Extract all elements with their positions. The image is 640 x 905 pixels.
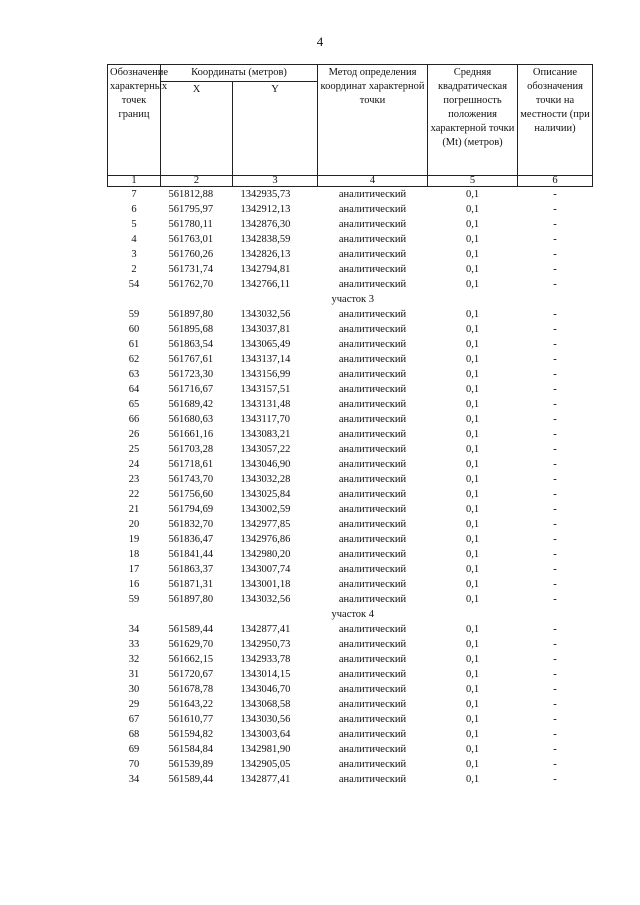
point-number-cell: 70 bbox=[128, 759, 140, 770]
error-cell: 0,1 bbox=[465, 279, 480, 290]
error-cell: 0,1 bbox=[465, 534, 480, 545]
x-coordinate-cell: 561720,67 bbox=[168, 669, 214, 680]
point-number-cell: 32 bbox=[128, 654, 140, 665]
point-number-cell: 25 bbox=[128, 444, 140, 455]
table-row bbox=[108, 307, 593, 322]
table-row bbox=[108, 367, 593, 382]
method-cell: аналитический bbox=[338, 684, 407, 695]
method-cell: аналитический bbox=[338, 399, 407, 410]
table-row bbox=[108, 652, 593, 667]
method-cell: аналитический bbox=[338, 459, 407, 470]
x-coordinate-cell: 561895,68 bbox=[168, 324, 214, 335]
column-number: 2 bbox=[161, 176, 233, 187]
table-row bbox=[108, 382, 593, 397]
method-cell: аналитический bbox=[338, 639, 407, 650]
point-number-cell: 63 bbox=[128, 369, 140, 380]
table-row bbox=[108, 547, 593, 562]
point-number-cell: 60 bbox=[128, 324, 140, 335]
description-cell: - bbox=[553, 279, 557, 290]
error-cell: 0,1 bbox=[465, 669, 480, 680]
error-cell: 0,1 bbox=[465, 204, 480, 215]
description-cell: - bbox=[553, 369, 557, 380]
table-row bbox=[108, 202, 593, 217]
point-number-cell: 67 bbox=[128, 714, 140, 725]
x-coordinate-cell: 561718,61 bbox=[168, 459, 214, 470]
description-cell: - bbox=[553, 624, 557, 635]
y-coordinate-cell: 1342950,73 bbox=[240, 639, 291, 650]
error-cell: 0,1 bbox=[465, 549, 480, 560]
error-cell: 0,1 bbox=[465, 774, 480, 785]
table-row bbox=[108, 412, 593, 427]
header-coordinates: Координаты (метров) bbox=[161, 65, 318, 82]
y-coordinate-cell: 1343157,51 bbox=[240, 384, 291, 395]
description-cell: - bbox=[553, 639, 557, 650]
description-cell: - bbox=[553, 249, 557, 260]
error-cell: 0,1 bbox=[465, 234, 480, 245]
section-spacer bbox=[108, 292, 318, 307]
section-label: участок 3 bbox=[331, 294, 375, 305]
header-mean-error: Средняя квадратическая погрешность положения характерной точки (Mt) (метров) bbox=[428, 65, 518, 176]
point-number-cell: 66 bbox=[128, 414, 140, 425]
x-coordinate-cell: 561610,77 bbox=[168, 714, 214, 725]
x-coordinate-cell: 561832,70 bbox=[168, 519, 214, 530]
error-cell: 0,1 bbox=[465, 564, 480, 575]
x-coordinate-cell: 561661,16 bbox=[168, 429, 214, 440]
point-number-cell: 68 bbox=[128, 729, 140, 740]
method-cell: аналитический bbox=[338, 219, 407, 230]
y-coordinate-cell: 1342977,85 bbox=[240, 519, 291, 530]
x-coordinate-cell: 561836,47 bbox=[168, 534, 214, 545]
table-row bbox=[108, 697, 593, 712]
error-cell: 0,1 bbox=[465, 729, 480, 740]
table-row bbox=[108, 397, 593, 412]
description-cell: - bbox=[553, 399, 557, 410]
error-cell: 0,1 bbox=[465, 369, 480, 380]
x-coordinate-cell: 561863,37 bbox=[168, 564, 214, 575]
table-row bbox=[108, 562, 593, 577]
error-cell: 0,1 bbox=[465, 504, 480, 515]
point-number-cell: 24 bbox=[128, 459, 140, 470]
error-cell: 0,1 bbox=[465, 324, 480, 335]
method-cell: аналитический bbox=[338, 234, 407, 245]
description-cell: - bbox=[553, 534, 557, 545]
x-coordinate-cell: 561763,01 bbox=[168, 234, 214, 245]
column-number: 1 bbox=[108, 176, 161, 187]
error-cell: 0,1 bbox=[465, 399, 480, 410]
table-row bbox=[108, 457, 593, 472]
method-cell: аналитический bbox=[338, 339, 407, 350]
point-number-cell: 20 bbox=[128, 519, 140, 530]
description-cell: - bbox=[553, 774, 557, 785]
x-coordinate-cell: 561539,89 bbox=[168, 759, 214, 770]
table-row bbox=[108, 322, 593, 337]
description-cell: - bbox=[553, 219, 557, 230]
method-cell: аналитический bbox=[338, 279, 407, 290]
method-cell: аналитический bbox=[338, 324, 407, 335]
table-row bbox=[108, 742, 593, 757]
method-cell: аналитический bbox=[338, 249, 407, 260]
method-cell: аналитический bbox=[338, 189, 407, 200]
table-row bbox=[108, 427, 593, 442]
x-coordinate-cell: 561589,44 bbox=[168, 774, 214, 785]
table-row bbox=[108, 757, 593, 772]
point-number-cell: 17 bbox=[128, 564, 140, 575]
table-row bbox=[108, 187, 593, 203]
table-row bbox=[108, 217, 593, 232]
method-cell: аналитический bbox=[338, 489, 407, 500]
method-cell: аналитический bbox=[338, 624, 407, 635]
method-cell: аналитический bbox=[338, 534, 407, 545]
point-number-cell: 22 bbox=[128, 489, 140, 500]
x-coordinate-cell: 561767,61 bbox=[168, 354, 214, 365]
table-row bbox=[108, 247, 593, 262]
table-row bbox=[108, 532, 593, 547]
y-coordinate-cell: 1342905,05 bbox=[240, 759, 291, 770]
x-coordinate-cell: 561760,26 bbox=[168, 249, 214, 260]
method-cell: аналитический bbox=[338, 354, 407, 365]
description-cell: - bbox=[553, 384, 557, 395]
description-cell: - bbox=[553, 564, 557, 575]
x-coordinate-cell: 561762,70 bbox=[168, 279, 214, 290]
table-row bbox=[108, 472, 593, 487]
method-cell: аналитический bbox=[338, 204, 407, 215]
y-coordinate-cell: 1342766,11 bbox=[240, 279, 290, 290]
method-cell: аналитический bbox=[338, 654, 407, 665]
column-number: 5 bbox=[428, 176, 518, 187]
description-cell: - bbox=[553, 729, 557, 740]
coordinates-table bbox=[107, 64, 593, 787]
x-coordinate-cell: 561723,30 bbox=[168, 369, 214, 380]
y-coordinate-cell: 1343032,28 bbox=[240, 474, 291, 485]
x-coordinate-cell: 561594,82 bbox=[168, 729, 214, 740]
description-cell: - bbox=[553, 189, 557, 200]
description-cell: - bbox=[553, 759, 557, 770]
y-coordinate-cell: 1343032,56 bbox=[240, 594, 291, 605]
error-cell: 0,1 bbox=[465, 759, 480, 770]
method-cell: аналитический bbox=[338, 729, 407, 740]
method-cell: аналитический bbox=[338, 504, 407, 515]
point-number-cell: 29 bbox=[128, 699, 140, 710]
x-coordinate-cell: 561629,70 bbox=[168, 639, 214, 650]
point-number-cell: 59 bbox=[128, 594, 140, 605]
page-number: 4 bbox=[316, 34, 324, 49]
method-cell: аналитический bbox=[338, 264, 407, 275]
y-coordinate-cell: 1343002,59 bbox=[240, 504, 291, 515]
error-cell: 0,1 bbox=[465, 699, 480, 710]
x-coordinate-cell: 561756,60 bbox=[168, 489, 214, 500]
description-cell: - bbox=[553, 459, 557, 470]
description-cell: - bbox=[553, 414, 557, 425]
method-cell: аналитический bbox=[338, 759, 407, 770]
y-coordinate-cell: 1342935,73 bbox=[240, 189, 291, 200]
point-number-cell: 2 bbox=[131, 264, 137, 275]
x-coordinate-cell: 561643,22 bbox=[168, 699, 214, 710]
method-cell: аналитический bbox=[338, 594, 407, 605]
description-cell: - bbox=[553, 594, 557, 605]
header-method: Метод определения координат характерной точки bbox=[318, 65, 428, 176]
point-number-cell: 4 bbox=[131, 234, 137, 245]
description-cell: - bbox=[553, 549, 557, 560]
point-number-cell: 6 bbox=[131, 204, 137, 215]
method-cell: аналитический bbox=[338, 309, 407, 320]
point-number-cell: 34 bbox=[128, 624, 140, 635]
x-coordinate-cell: 561678,78 bbox=[168, 684, 214, 695]
method-cell: аналитический bbox=[338, 774, 407, 785]
point-number-cell: 16 bbox=[128, 579, 140, 590]
y-coordinate-cell: 1342933,78 bbox=[240, 654, 291, 665]
point-number-cell: 54 bbox=[128, 279, 140, 290]
description-cell: - bbox=[553, 264, 557, 275]
description-cell: - bbox=[553, 444, 557, 455]
x-coordinate-cell: 561812,88 bbox=[168, 189, 214, 200]
point-number-cell: 65 bbox=[128, 399, 140, 410]
error-cell: 0,1 bbox=[465, 264, 480, 275]
y-coordinate-cell: 1343083,21 bbox=[240, 429, 291, 440]
point-number-cell: 33 bbox=[128, 639, 140, 650]
section-spacer bbox=[108, 607, 318, 622]
description-cell: - bbox=[553, 699, 557, 710]
error-cell: 0,1 bbox=[465, 354, 480, 365]
description-cell: - bbox=[553, 339, 557, 350]
error-cell: 0,1 bbox=[465, 444, 480, 455]
method-cell: аналитический bbox=[338, 669, 407, 680]
y-coordinate-cell: 1343156,99 bbox=[240, 369, 291, 380]
method-cell: аналитический bbox=[338, 744, 407, 755]
column-number: 4 bbox=[318, 176, 428, 187]
point-number-cell: 18 bbox=[128, 549, 140, 560]
y-coordinate-cell: 1343065,49 bbox=[240, 339, 291, 350]
error-cell: 0,1 bbox=[465, 714, 480, 725]
header-point-designation: Обозначение характерных точек границ bbox=[108, 65, 161, 176]
point-number-cell: 5 bbox=[131, 219, 137, 230]
x-coordinate-cell: 561689,42 bbox=[168, 399, 214, 410]
error-cell: 0,1 bbox=[465, 579, 480, 590]
error-cell: 0,1 bbox=[465, 219, 480, 230]
table-row bbox=[108, 712, 593, 727]
table-row bbox=[108, 592, 593, 607]
y-coordinate-cell: 1342876,30 bbox=[240, 219, 291, 230]
method-cell: аналитический bbox=[338, 444, 407, 455]
x-coordinate-cell: 561897,80 bbox=[168, 309, 214, 320]
x-coordinate-cell: 561897,80 bbox=[168, 594, 214, 605]
table-row bbox=[108, 622, 593, 637]
point-number-cell: 31 bbox=[128, 669, 140, 680]
description-cell: - bbox=[553, 234, 557, 245]
point-number-cell: 69 bbox=[128, 744, 140, 755]
y-coordinate-cell: 1343032,56 bbox=[240, 309, 291, 320]
method-cell: аналитический bbox=[338, 564, 407, 575]
y-coordinate-cell: 1343046,90 bbox=[240, 459, 291, 470]
description-cell: - bbox=[553, 579, 557, 590]
table-row bbox=[108, 487, 593, 502]
method-cell: аналитический bbox=[338, 474, 407, 485]
point-number-cell: 7 bbox=[131, 189, 137, 200]
x-coordinate-cell: 561716,67 bbox=[168, 384, 214, 395]
method-cell: аналитический bbox=[338, 369, 407, 380]
column-number: 3 bbox=[233, 176, 318, 187]
table-row bbox=[108, 727, 593, 742]
y-coordinate-cell: 1343046,70 bbox=[240, 684, 291, 695]
description-cell: - bbox=[553, 684, 557, 695]
x-coordinate-cell: 561780,11 bbox=[168, 219, 213, 230]
y-coordinate-cell: 1342826,13 bbox=[240, 249, 291, 260]
table-row bbox=[108, 277, 593, 292]
table-row bbox=[108, 337, 593, 352]
y-coordinate-cell: 1343068,58 bbox=[240, 699, 291, 710]
y-coordinate-cell: 1343117,70 bbox=[240, 414, 290, 425]
column-number: 6 bbox=[518, 176, 593, 187]
header-y: Y bbox=[233, 82, 318, 176]
x-coordinate-cell: 561795,97 bbox=[168, 204, 214, 215]
x-coordinate-cell: 561743,70 bbox=[168, 474, 214, 485]
y-coordinate-cell: 1342980,20 bbox=[240, 549, 291, 560]
error-cell: 0,1 bbox=[465, 624, 480, 635]
table-row bbox=[108, 682, 593, 697]
error-cell: 0,1 bbox=[465, 594, 480, 605]
table-row bbox=[108, 577, 593, 592]
error-cell: 0,1 bbox=[465, 429, 480, 440]
x-coordinate-cell: 561871,31 bbox=[168, 579, 214, 590]
description-cell: - bbox=[553, 744, 557, 755]
point-number-cell: 21 bbox=[128, 504, 140, 515]
description-cell: - bbox=[553, 669, 557, 680]
x-coordinate-cell: 561703,28 bbox=[168, 444, 214, 455]
error-cell: 0,1 bbox=[465, 189, 480, 200]
x-coordinate-cell: 561794,69 bbox=[168, 504, 214, 515]
y-coordinate-cell: 1343030,56 bbox=[240, 714, 291, 725]
x-coordinate-cell: 561680,63 bbox=[168, 414, 214, 425]
point-number-cell: 26 bbox=[128, 429, 140, 440]
error-cell: 0,1 bbox=[465, 519, 480, 530]
section-heading-row bbox=[108, 292, 593, 307]
point-number-cell: 19 bbox=[128, 534, 140, 545]
method-cell: аналитический bbox=[338, 714, 407, 725]
section-label: участок 4 bbox=[331, 609, 375, 620]
point-number-cell: 61 bbox=[128, 339, 140, 350]
description-cell: - bbox=[553, 654, 557, 665]
error-cell: 0,1 bbox=[465, 684, 480, 695]
method-cell: аналитический bbox=[338, 519, 407, 530]
description-cell: - bbox=[553, 429, 557, 440]
table-row bbox=[108, 517, 593, 532]
y-coordinate-cell: 1343131,48 bbox=[240, 399, 291, 410]
error-cell: 0,1 bbox=[465, 249, 480, 260]
section-heading-row bbox=[108, 607, 593, 622]
x-coordinate-cell: 561584,84 bbox=[168, 744, 214, 755]
y-coordinate-cell: 1343137,14 bbox=[240, 354, 291, 365]
y-coordinate-cell: 1343057,22 bbox=[240, 444, 291, 455]
description-cell: - bbox=[553, 204, 557, 215]
description-cell: - bbox=[553, 519, 557, 530]
y-coordinate-cell: 1342838,59 bbox=[240, 234, 291, 245]
y-coordinate-cell: 1343014,15 bbox=[240, 669, 291, 680]
error-cell: 0,1 bbox=[465, 489, 480, 500]
table-row bbox=[108, 262, 593, 277]
description-cell: - bbox=[553, 354, 557, 365]
error-cell: 0,1 bbox=[465, 654, 480, 665]
table-row bbox=[108, 637, 593, 652]
table-row bbox=[108, 442, 593, 457]
error-cell: 0,1 bbox=[465, 459, 480, 470]
table-row bbox=[108, 772, 593, 787]
error-cell: 0,1 bbox=[465, 744, 480, 755]
y-coordinate-cell: 1342912,13 bbox=[240, 204, 291, 215]
point-number-cell: 3 bbox=[131, 249, 137, 260]
header-description: Описание обозначения точки на местности (при наличии) bbox=[518, 65, 593, 176]
method-cell: аналитический bbox=[338, 429, 407, 440]
y-coordinate-cell: 1343025,84 bbox=[240, 489, 291, 500]
y-coordinate-cell: 1343001,18 bbox=[240, 579, 291, 590]
error-cell: 0,1 bbox=[465, 309, 480, 320]
method-cell: аналитический bbox=[338, 699, 407, 710]
error-cell: 0,1 bbox=[465, 414, 480, 425]
point-number-cell: 64 bbox=[128, 384, 140, 395]
table-row bbox=[108, 352, 593, 367]
description-cell: - bbox=[553, 504, 557, 515]
point-number-cell: 30 bbox=[128, 684, 140, 695]
x-coordinate-cell: 561841,44 bbox=[168, 549, 214, 560]
point-number-cell: 59 bbox=[128, 309, 140, 320]
x-coordinate-cell: 561589,44 bbox=[168, 624, 214, 635]
description-cell: - bbox=[553, 714, 557, 725]
error-cell: 0,1 bbox=[465, 339, 480, 350]
y-coordinate-cell: 1343007,74 bbox=[240, 564, 291, 575]
y-coordinate-cell: 1342877,41 bbox=[240, 624, 291, 635]
point-number-cell: 62 bbox=[128, 354, 140, 365]
x-coordinate-cell: 561662,15 bbox=[168, 654, 214, 665]
point-number-cell: 34 bbox=[128, 774, 140, 785]
y-coordinate-cell: 1342981,90 bbox=[240, 744, 291, 755]
method-cell: аналитический bbox=[338, 384, 407, 395]
error-cell: 0,1 bbox=[465, 474, 480, 485]
y-coordinate-cell: 1342976,86 bbox=[240, 534, 291, 545]
method-cell: аналитический bbox=[338, 414, 407, 425]
method-cell: аналитический bbox=[338, 549, 407, 560]
table-body bbox=[108, 187, 593, 788]
error-cell: 0,1 bbox=[465, 384, 480, 395]
table-header bbox=[108, 65, 593, 187]
error-cell: 0,1 bbox=[465, 639, 480, 650]
table-row bbox=[108, 232, 593, 247]
description-cell: - bbox=[553, 489, 557, 500]
x-coordinate-cell: 561731,74 bbox=[168, 264, 214, 275]
y-coordinate-cell: 1343003,64 bbox=[240, 729, 291, 740]
x-coordinate-cell: 561863,54 bbox=[168, 339, 214, 350]
description-cell: - bbox=[553, 309, 557, 320]
point-number-cell: 23 bbox=[128, 474, 140, 485]
method-cell: аналитический bbox=[338, 579, 407, 590]
description-cell: - bbox=[553, 324, 557, 335]
y-coordinate-cell: 1342877,41 bbox=[240, 774, 291, 785]
y-coordinate-cell: 1343037,81 bbox=[240, 324, 291, 335]
y-coordinate-cell: 1342794,81 bbox=[240, 264, 291, 275]
description-cell: - bbox=[553, 474, 557, 485]
table-row bbox=[108, 667, 593, 682]
header-x: X bbox=[161, 82, 233, 176]
table-row bbox=[108, 502, 593, 517]
